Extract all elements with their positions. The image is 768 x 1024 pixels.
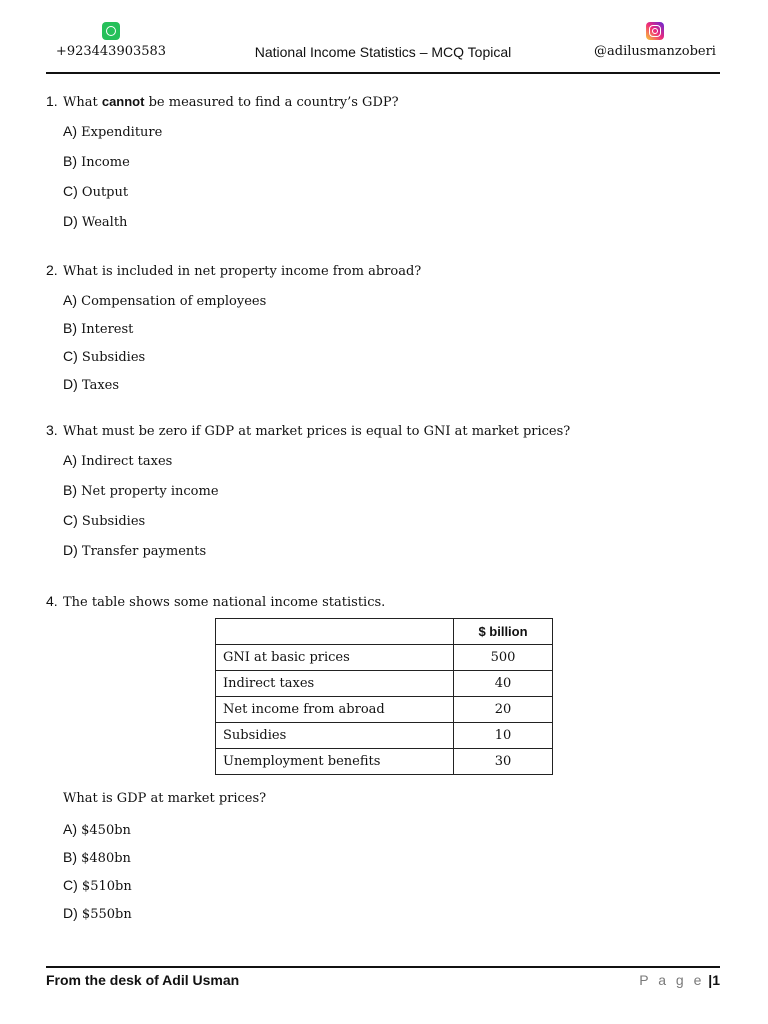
option-d[interactable] bbox=[63, 541, 726, 561]
option-text: Wealth bbox=[81, 215, 128, 230]
page-label: P a g e bbox=[639, 972, 705, 988]
table-header-cell bbox=[216, 619, 454, 645]
question-text bbox=[46, 92, 726, 112]
option-letter: B) bbox=[63, 320, 77, 336]
option-letter: C) bbox=[63, 183, 78, 199]
income-statistics-table bbox=[215, 618, 553, 775]
option-text: Expenditure bbox=[81, 125, 163, 140]
table-row bbox=[216, 671, 553, 697]
option-text: Net property income bbox=[81, 484, 219, 499]
option-letter: A) bbox=[63, 292, 77, 308]
question-number: 1. bbox=[46, 93, 58, 109]
option-letter: B) bbox=[63, 482, 77, 498]
option-letter: D) bbox=[63, 905, 78, 921]
question-number: 4. bbox=[46, 593, 58, 609]
option-text: Compensation of employees bbox=[81, 294, 267, 309]
option-letter: C) bbox=[63, 877, 78, 893]
option-letter: D) bbox=[63, 376, 78, 392]
option-text: Interest bbox=[81, 322, 134, 337]
option-a[interactable] bbox=[63, 820, 726, 840]
option-d[interactable] bbox=[63, 375, 726, 395]
question-text-part: What is included in net property income from abroad? bbox=[63, 264, 422, 279]
question-text bbox=[46, 261, 726, 281]
option-b[interactable] bbox=[63, 848, 726, 868]
table-cell-label: Indirect taxes bbox=[216, 671, 454, 697]
question-1 bbox=[46, 92, 726, 232]
table-cell-value: 40 bbox=[454, 671, 553, 697]
question-number: 3. bbox=[46, 422, 58, 438]
question-number: 2. bbox=[46, 262, 58, 278]
phone-number: +923443903583 bbox=[55, 44, 167, 59]
option-c[interactable] bbox=[63, 182, 726, 202]
question-3 bbox=[46, 421, 726, 561]
table-cell-label: Net income from abroad bbox=[216, 697, 454, 723]
option-text: Income bbox=[81, 155, 130, 170]
table-row bbox=[216, 723, 553, 749]
table-cell-value: 20 bbox=[454, 697, 553, 723]
table-cell-value: 500 bbox=[454, 645, 553, 671]
social-handle: @adilusmanzoberi bbox=[594, 44, 716, 59]
option-c[interactable] bbox=[63, 347, 726, 367]
table-header-row bbox=[216, 619, 553, 645]
table-cell-value: 10 bbox=[454, 723, 553, 749]
option-list bbox=[63, 451, 726, 561]
option-d[interactable] bbox=[63, 212, 726, 232]
option-letter: A) bbox=[63, 123, 77, 139]
option-letter: B) bbox=[63, 153, 77, 169]
document-title: National Income Statistics – MCQ Topical bbox=[254, 44, 512, 60]
option-a[interactable] bbox=[63, 122, 726, 142]
option-b[interactable] bbox=[63, 319, 726, 339]
question-text-part: What bbox=[63, 95, 102, 110]
footer-divider bbox=[46, 966, 720, 968]
option-a[interactable] bbox=[63, 291, 726, 311]
table-row bbox=[216, 749, 553, 775]
question-4-continued bbox=[46, 790, 726, 924]
sub-question: What is GDP at market prices? bbox=[63, 791, 267, 806]
option-letter: C) bbox=[63, 348, 78, 364]
option-text: Indirect taxes bbox=[81, 454, 173, 469]
instagram-icon bbox=[646, 22, 664, 40]
option-text: $480bn bbox=[81, 851, 131, 866]
option-text: Taxes bbox=[81, 378, 120, 393]
option-a[interactable] bbox=[63, 451, 726, 471]
option-list bbox=[63, 291, 726, 395]
option-letter: B) bbox=[63, 849, 77, 865]
question-text-part: be measured to find a country’s GDP? bbox=[144, 95, 399, 110]
option-c[interactable] bbox=[63, 511, 726, 531]
option-letter: A) bbox=[63, 452, 77, 468]
table-cell-value: 30 bbox=[454, 749, 553, 775]
option-text: $550bn bbox=[81, 907, 132, 922]
option-list bbox=[63, 820, 726, 924]
page-indicator bbox=[639, 972, 720, 988]
table-header-cell: $ billion bbox=[454, 619, 553, 645]
question-text bbox=[46, 421, 726, 441]
option-d[interactable] bbox=[63, 904, 726, 924]
page-number: 1 bbox=[712, 972, 720, 988]
option-text: Subsidies bbox=[81, 350, 146, 365]
table-cell-label: Subsidies bbox=[216, 723, 454, 749]
page-header bbox=[46, 20, 720, 74]
option-letter: D) bbox=[63, 213, 78, 229]
table-row bbox=[216, 697, 553, 723]
option-c[interactable] bbox=[63, 876, 726, 896]
social-block bbox=[590, 20, 720, 59]
whatsapp-icon bbox=[102, 22, 120, 40]
question-text bbox=[46, 592, 726, 612]
option-text: Transfer payments bbox=[81, 544, 207, 559]
option-list bbox=[63, 122, 726, 232]
option-text: $450bn bbox=[81, 823, 131, 838]
question-2 bbox=[46, 261, 726, 395]
option-text: Subsidies bbox=[81, 514, 146, 529]
page-separator: | bbox=[708, 972, 713, 988]
table-cell-label: GNI at basic prices bbox=[216, 645, 454, 671]
option-letter: C) bbox=[63, 512, 78, 528]
header-divider bbox=[46, 72, 720, 74]
question-4 bbox=[46, 592, 726, 612]
table-row bbox=[216, 645, 553, 671]
option-letter: D) bbox=[63, 542, 78, 558]
option-b[interactable] bbox=[63, 152, 726, 172]
option-letter: A) bbox=[63, 821, 77, 837]
question-emphasis: cannot bbox=[101, 94, 145, 109]
question-text-part: The table shows some national income statistics. bbox=[63, 595, 386, 610]
question-text-part: What must be zero if GDP at market prices is equal to GNI at market prices? bbox=[63, 424, 571, 439]
option-b[interactable] bbox=[63, 481, 726, 501]
table-cell-label: Unemployment benefits bbox=[216, 749, 454, 775]
option-text: $510bn bbox=[81, 879, 132, 894]
footer-credit: From the desk of Adil Usman bbox=[46, 972, 240, 988]
option-text: Output bbox=[81, 185, 129, 200]
